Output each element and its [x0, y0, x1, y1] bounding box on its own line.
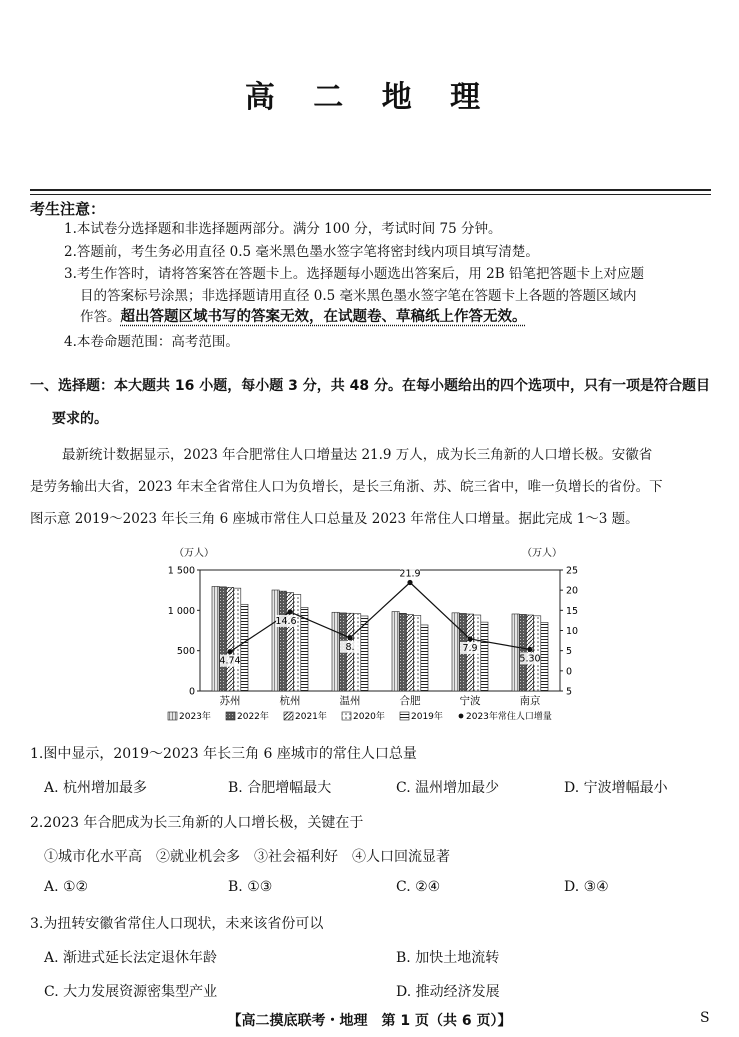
question-1-stem: 1.图中显示，2019～2023 年长三角 6 座城市的常住人口总量 — [30, 746, 417, 762]
bar-2023年 — [272, 590, 279, 691]
notice-line-3a: 3.考生作答时，请将答案答在答题卡上。选择题每小题选出答案后，用 2B 铅笔把答题卡上对应题 — [64, 266, 644, 282]
q3-option-c[interactable]: C. 大力发展资源密集型产业 — [44, 984, 218, 1000]
legend-swatch — [168, 712, 177, 720]
legend-swatch — [342, 712, 351, 720]
passage-line-2: 是劳务输出大省，2023 年末全省常住人口为负增长，是长三角浙、苏、皖三省中，唯一负增长的省份。下 — [30, 479, 663, 495]
bar-2020年 — [234, 588, 241, 691]
increment-point — [227, 649, 232, 654]
right-tick-label: 5 — [566, 686, 573, 698]
divider-thin — [30, 194, 711, 195]
bar-2023年 — [452, 613, 459, 691]
legend-swatch — [400, 712, 409, 720]
increment-label: 8. — [345, 641, 355, 653]
q3-option-b[interactable]: B. 加快土地流转 — [396, 950, 500, 966]
q2-option-d[interactable]: D. ③④ — [564, 879, 609, 895]
bar-2021年 — [286, 593, 293, 691]
right-tick-label: 25 — [566, 565, 579, 577]
bar-2023年 — [332, 612, 339, 691]
bar-2023年 — [212, 586, 219, 691]
divider-thick — [30, 189, 711, 191]
category-label: 宁波 — [459, 695, 481, 707]
increment-point — [467, 636, 472, 641]
q2-option-c[interactable]: C. ②④ — [396, 879, 441, 895]
bar-2021年 — [406, 615, 413, 691]
increment-point — [407, 580, 412, 585]
question-2-stem: 2.2023 年合肥成为长三角新的人口增长极，关键在于 — [30, 815, 364, 831]
notice-line-3c-plain: 作答。 — [80, 309, 121, 325]
q1-option-b[interactable]: B. 合肥增幅最大 — [228, 780, 332, 796]
bar-2021年 — [226, 587, 233, 691]
notice-line-1: 1.本试卷分选择题和非选择题两部分。满分 100 分，考试时间 75 分钟。 — [64, 221, 502, 237]
plot-frame — [200, 570, 560, 691]
page-footer: 【高二摸底联考・地理 第 1 页（共 6 页）】 — [227, 1013, 512, 1029]
bar-2019年 — [481, 622, 488, 691]
increment-label: 21.9 — [399, 568, 421, 580]
notice-warning: 超出答题区域书写的答案无效，在试题卷、草稿纸上作答无效。 — [120, 309, 527, 325]
population-chart — [160, 540, 600, 730]
notice-line-4: 4.本卷命题范围：高考范围。 — [64, 334, 239, 350]
page-mark: S — [700, 1010, 710, 1026]
legend-swatch — [284, 712, 293, 720]
left-tick-label: 1 000 — [167, 605, 195, 617]
increment-label: 7.9 — [462, 642, 478, 654]
q3-option-d[interactable]: D. 推动经济发展 — [396, 984, 500, 1000]
bar-2019年 — [241, 604, 248, 691]
passage-line-3: 图示意 2019～2023 年长三角 6 座城市常住人口总量及 2023 年常住人口增量。据此完成 1～3 题。 — [30, 511, 639, 527]
q2-option-a[interactable]: A. ①② — [44, 879, 89, 895]
right-axis-unit: （万人） — [522, 548, 562, 559]
left-tick-label: 500 — [176, 646, 195, 658]
legend-point-marker — [459, 714, 464, 719]
right-tick-label: 15 — [566, 605, 579, 617]
question-2-items: ①城市化水平高 ②就业机会多 ③社会福利好 ④人口回流显著 — [44, 849, 450, 865]
legend-swatch — [226, 712, 235, 720]
notice-line-3c — [80, 308, 527, 326]
bar-2019年 — [301, 607, 308, 691]
bar-2023年 — [392, 612, 399, 691]
q1-option-a[interactable]: A. 杭州增加最多 — [44, 780, 148, 796]
notice-heading: 考生注意： — [30, 200, 106, 218]
section-heading-line-1: 一、选择题：本大题共 16 小题，每小题 3 分，共 48 分。在每小题给出的四个选项中，只有一项是符合题目 — [30, 378, 710, 394]
category-label: 杭州 — [279, 695, 301, 707]
category-label: 南京 — [519, 695, 541, 707]
legend-label: 2021年 — [295, 712, 327, 722]
bar-2022年 — [219, 587, 226, 691]
right-tick-label: 0 — [566, 666, 573, 678]
legend-label: 2023年 — [179, 712, 211, 722]
q1-option-d[interactable]: D. 宁波增幅最小 — [564, 780, 668, 796]
category-label: 温州 — [339, 695, 361, 707]
bar-2019年 — [421, 625, 428, 691]
bar-2020年 — [294, 594, 301, 691]
bar-2019年 — [541, 622, 548, 691]
q1-option-c[interactable]: C. 温州增加最少 — [396, 780, 500, 796]
increment-point — [287, 609, 292, 614]
bar-2022年 — [279, 591, 286, 691]
increment-label: 4.74 — [219, 655, 241, 667]
legend-label: 2023年常住人口增量 — [466, 712, 552, 722]
increment-label: 5.30 — [519, 653, 541, 665]
passage-line-1: 最新统计数据显示，2023 年合肥常住人口增量达 21.9 万人，成为长三角新的人口增长极。安徽省 — [62, 447, 653, 463]
legend-label: 2019年 — [411, 712, 443, 722]
question-3-stem: 3.为扭转安徽省常住人口现状，未来该省份可以 — [30, 916, 324, 932]
right-tick-label: 20 — [566, 585, 579, 597]
notice-line-3b: 目的答案标号涂黑；非选择题请用直径 0.5 毫米黑色墨水签字笔在答题卡上各题的答题区域内 — [80, 288, 637, 304]
increment-point — [527, 647, 532, 652]
left-tick-label: 1 500 — [167, 565, 195, 577]
right-tick-label: 10 — [566, 626, 579, 637]
left-tick-label: 0 — [188, 686, 195, 698]
bar-2022年 — [399, 613, 406, 691]
notice-line-2: 2.答题前，考生务必用直径 0.5 毫米黑色墨水签字笔将密封线内项目填写清楚。 — [64, 244, 539, 260]
increment-label: 14.6 — [275, 615, 297, 627]
bar-2023年 — [512, 614, 519, 691]
legend-label: 2022年 — [237, 712, 269, 722]
q3-option-a[interactable]: A. 渐进式延长法定退休年龄 — [44, 950, 218, 966]
right-tick-label: 5 — [566, 646, 573, 658]
left-axis-unit: （万人） — [174, 548, 214, 559]
page-title: 高 二 地 理 — [244, 80, 495, 115]
legend-label: 2020年 — [353, 712, 385, 722]
bar-2020年 — [414, 615, 421, 691]
category-label: 苏州 — [219, 695, 241, 707]
section-heading-line-2: 要求的。 — [52, 411, 108, 427]
q2-option-b[interactable]: B. ①③ — [228, 879, 273, 895]
category-label: 合肥 — [399, 695, 421, 707]
increment-point — [347, 635, 352, 640]
